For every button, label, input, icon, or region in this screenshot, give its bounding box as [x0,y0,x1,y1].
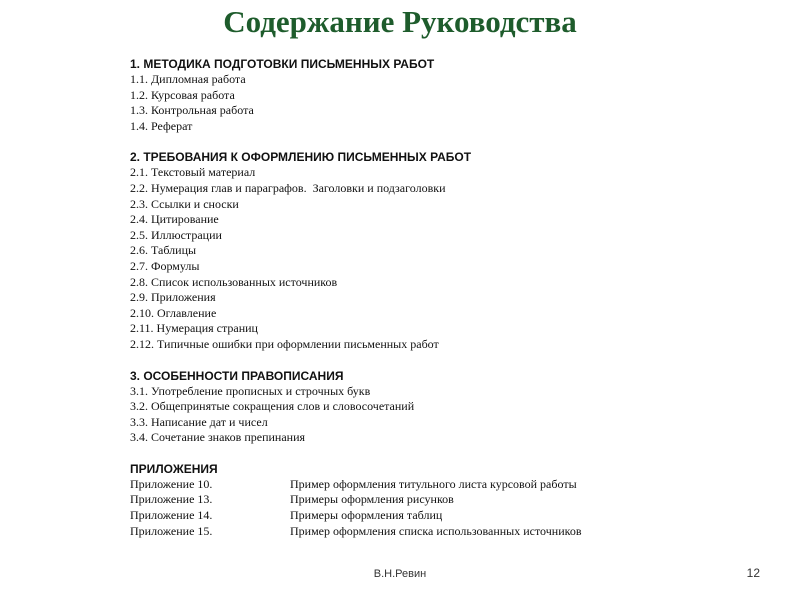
list-item: 2.4. Цитирование [130,212,219,227]
section-heading: 2. ТРЕБОВАНИЯ К ОФОРМЛЕНИЮ ПИСЬМЕННЫХ РАБОТ [130,150,472,165]
appendix-label: Приложение 10. [130,476,213,491]
appendix-row [130,477,770,493]
list-item: 2.12. Типичные ошибки при оформлении письменных работ [130,336,439,351]
section-formatting-requirements [130,149,770,352]
list-item: 3.1. Употребление прописных и строчных букв [130,383,371,398]
appendix-text: Пример оформления титульного листа курсовой работы [290,476,577,491]
list-item: 2.1. Текстовый материал [130,165,256,180]
appendix-label: Приложение 14. [130,508,213,523]
list-item: 3.2. Общепринятые сокращения слов и словосочетаний [130,399,415,414]
list-item: 1.2. Курсовая работа [130,87,235,102]
section-heading: ПРИЛОЖЕНИЯ [130,461,218,476]
list-item: 2.5. Иллюстрации [130,227,222,242]
list-item: 2.2. Нумерация глав и параграфов. Заголовки и подзаголовки [130,180,446,195]
section-methodology [130,56,770,134]
appendix-text: Пример оформления списка использованных источников [290,523,582,538]
appendix-text: Примеры оформления рисунков [290,492,454,507]
section-heading: 3. ОСОБЕННОСТИ ПРАВОПИСАНИЯ [130,368,344,383]
section-appendices [130,461,770,539]
list-item: 2.7. Формулы [130,258,200,273]
appendix-row [130,524,770,540]
list-item: 2.3. Ссылки и сноски [130,196,239,211]
slide-title: Содержание Руководства [223,4,577,39]
list-item: 2.9. Приложения [130,290,216,305]
table-of-contents [130,56,770,554]
footer-author: В.Н.Ревин [373,568,427,580]
list-item: 2.6. Таблицы [130,243,197,258]
list-item: 1.3. Контрольная работа [130,103,254,118]
appendix-label: Приложение 13. [130,492,213,507]
list-item: 1.4. Реферат [130,118,193,133]
list-item: 3.4. Сочетание знаков препинания [130,430,306,445]
list-item: 2.10. Оглавление [130,305,217,320]
appendix-text: Примеры оформления таблиц [290,508,443,523]
page-number: 12 [746,566,760,580]
appendix-label: Приложение 15. [130,523,213,538]
section-heading: 1. МЕТОДИКА ПОДГОТОВКИ ПИСЬМЕННЫХ РАБОТ [130,57,435,71]
appendix-row [130,508,770,524]
list-item: 2.8. Список использованных источников [130,274,338,289]
list-item: 2.11. Нумерация страниц [130,321,258,336]
appendix-row [130,492,770,508]
list-item: 3.3. Написание дат и чисел [130,414,268,429]
list-item: 1.1. Дипломная работа [130,72,246,86]
section-spelling [130,368,770,446]
